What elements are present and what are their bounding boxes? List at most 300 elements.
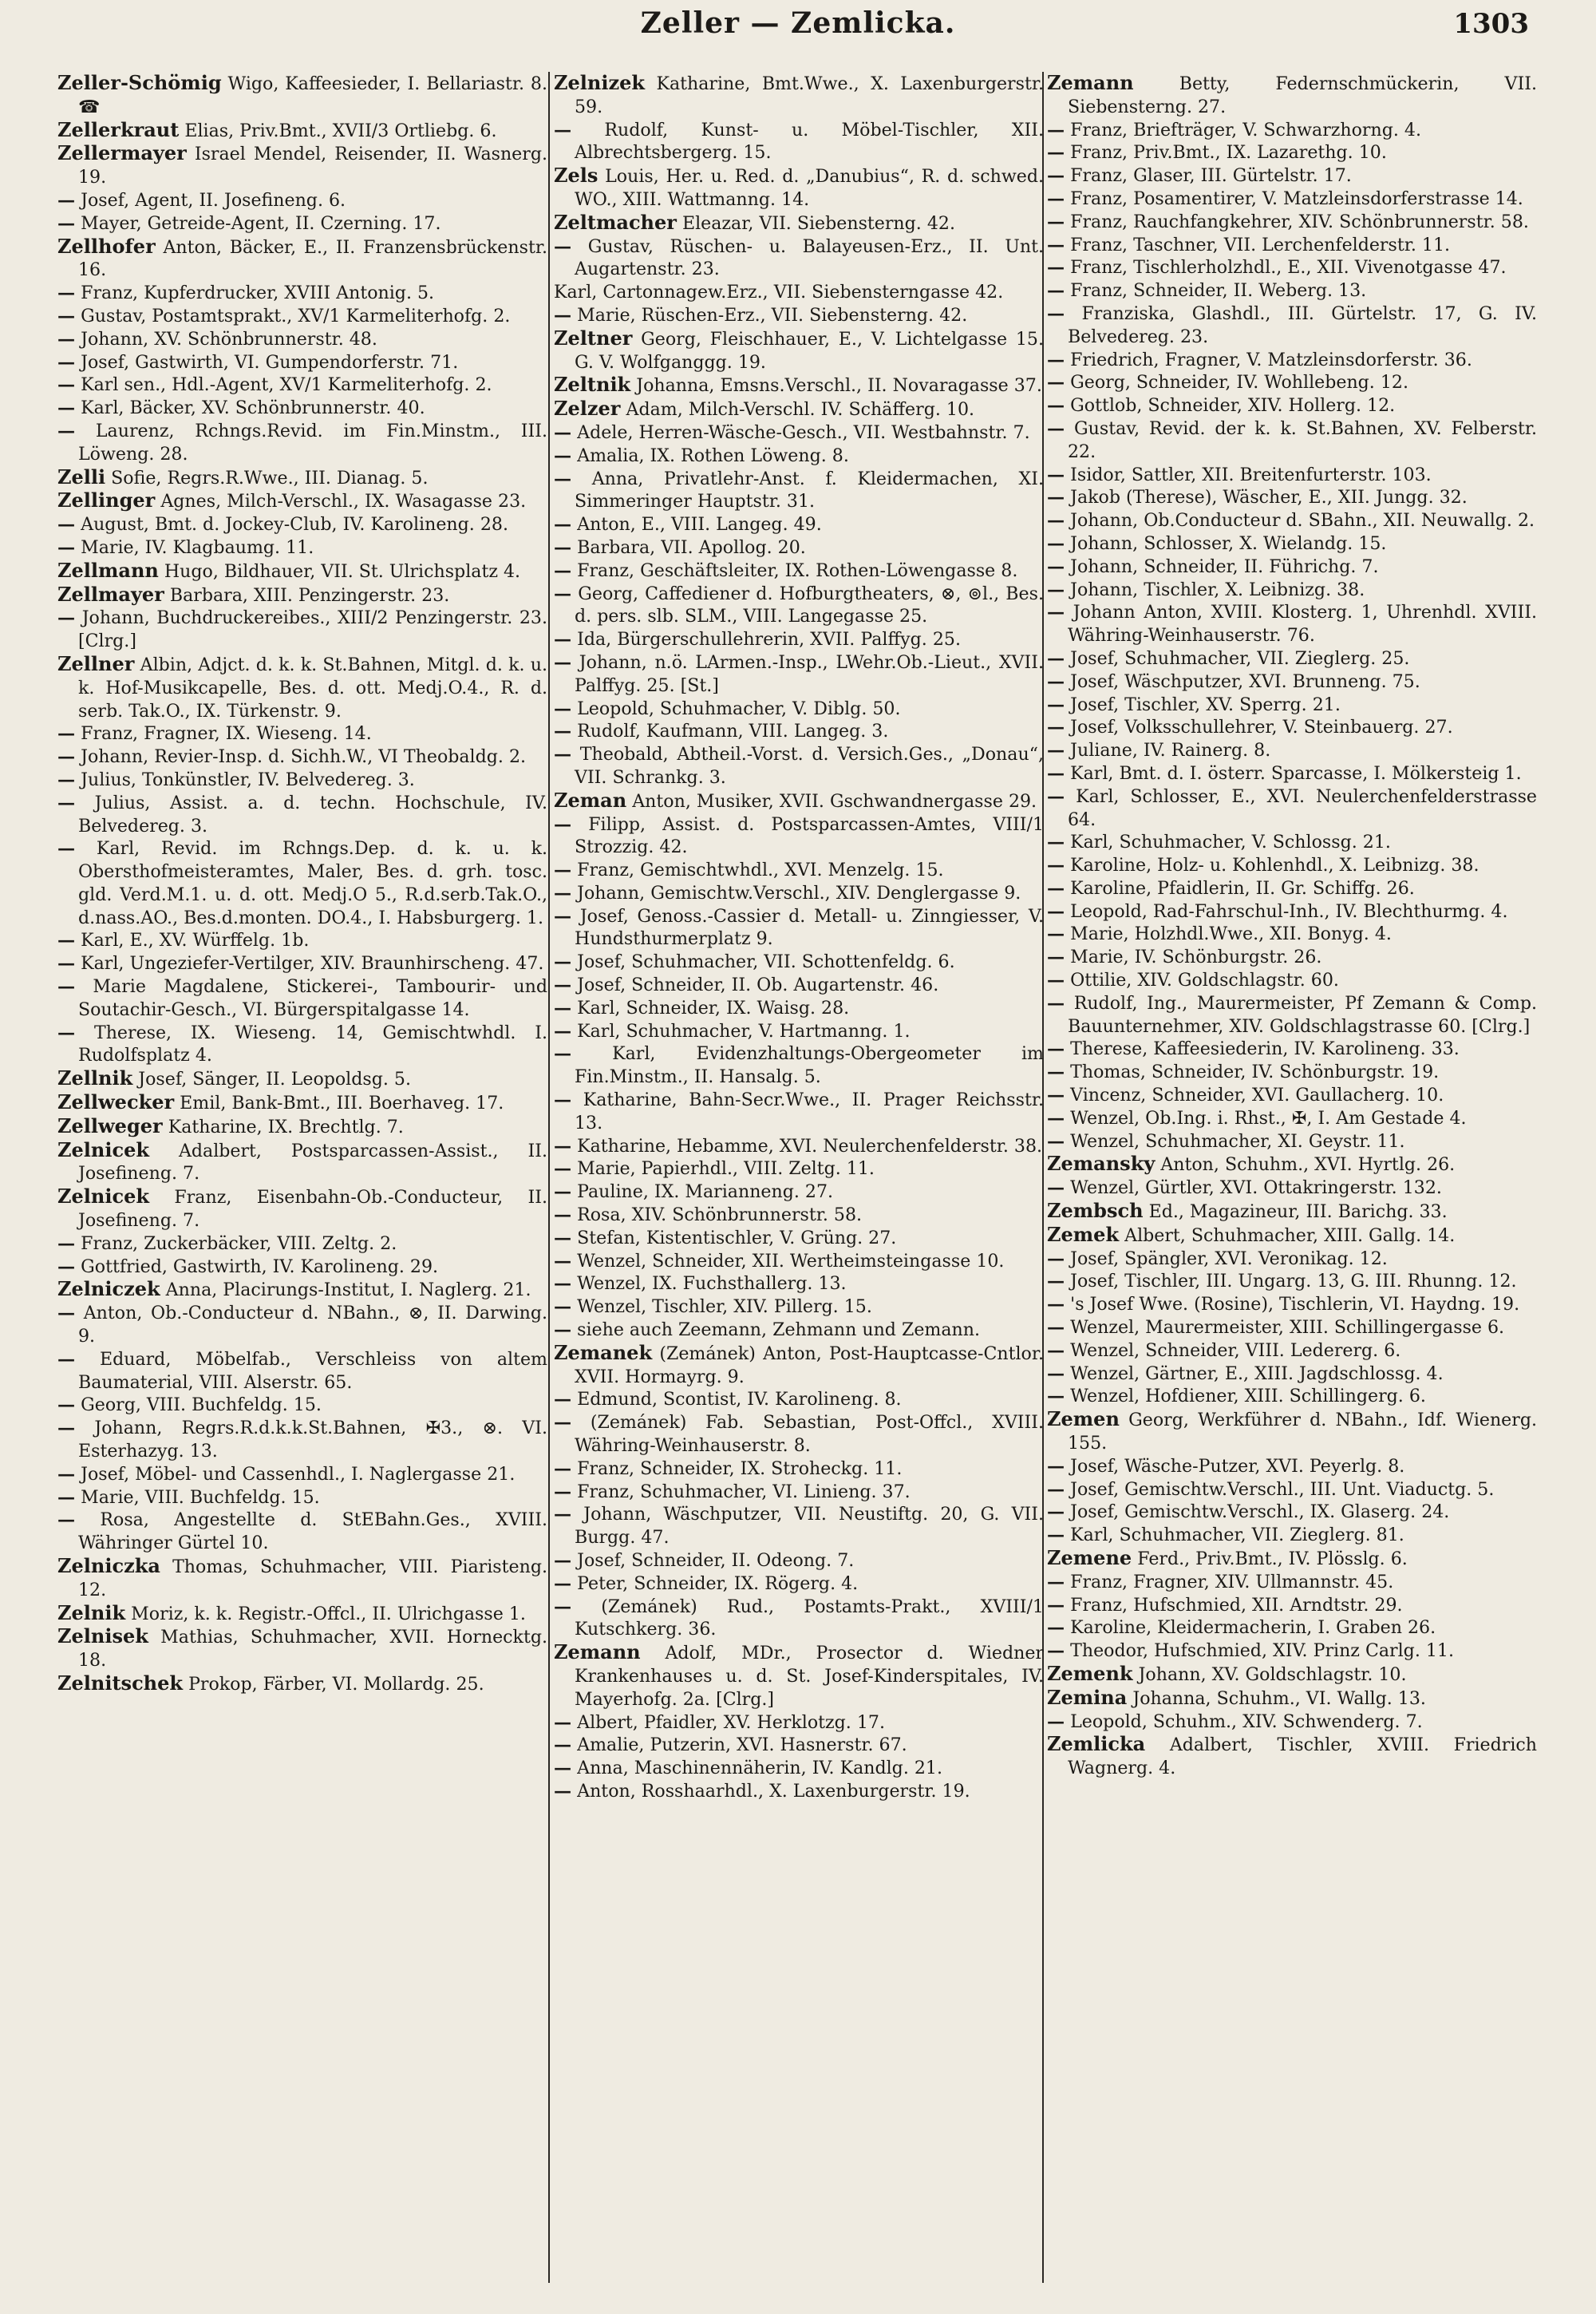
entry-details: Adalbert, Postsparcassen-Assist., II. Josefineng. 7. (78, 1140, 547, 1185)
ditto-dash: — (1047, 510, 1065, 532)
directory-entry (57, 1672, 547, 1696)
entry-surname: Zelnitschek (57, 1671, 184, 1695)
directory-entry (57, 837, 547, 929)
directory-entry (57, 351, 547, 374)
directory-entry (554, 119, 1044, 165)
entry-details: Georg, Schneider, IV. Wohllebeng. 12. (1070, 372, 1408, 394)
ditto-dash: — (57, 976, 76, 998)
directory-entry (1047, 1270, 1537, 1293)
entry-details: Josef, Gastwirth, VI. Gumpendorferstr. 71. (81, 351, 459, 373)
directory-entry (1047, 1385, 1537, 1408)
entry-details: Rudolf, Ing., Maurermeister, Pf Zemann & Comp. Bauunternehmer, XIV. Goldschlagstrasse 60. [Clrg.] (1068, 992, 1537, 1037)
directory-entry (57, 397, 547, 420)
directory-entry (554, 583, 1044, 629)
directory-entry (554, 374, 1044, 398)
entry-surname: Zeman (554, 788, 627, 812)
directory-entry (1047, 1153, 1537, 1177)
entry-details: Filipp, Assist. d. Postsparcassen-Amtes, VIII/1 Strozzig. 42. (575, 813, 1044, 858)
directory-entry (1047, 72, 1537, 119)
entry-details: Mayer, Getreide-Agent, II. Czerning. 17. (81, 212, 441, 234)
entry-details: Georg, Caffediener d. Hofburgtheaters, ⊗, ⊚l., Bes. d. pers. slb. SLM., VIII. Langegasse 25. (575, 583, 1044, 627)
entry-surname: Zelniczek (57, 1277, 160, 1301)
entry-surname: Zemenk (1047, 1661, 1133, 1685)
entry-details: Wenzel, Ob.Ing. i. Rhst., ✠, I. Am Gestade 4. (1070, 1107, 1467, 1129)
ditto-dash: — (554, 445, 572, 466)
entry-details: Julius, Assist. a. d. techn. Hochschule, IV. Belvedereg. 3. (78, 792, 547, 837)
directory-entry (1047, 1084, 1537, 1107)
directory-entry (1047, 1038, 1537, 1061)
entry-details: Karoline, Holz- u. Kohlenhdl., X. Leibnizg. 38. (1070, 855, 1479, 876)
directory-entry (554, 1089, 1044, 1135)
entry-details: Amalie, Putzerin, XVI. Hasnerstr. 67. (577, 1735, 907, 1756)
directory-entry (554, 1250, 1044, 1273)
ditto-dash: — (57, 723, 76, 745)
entry-details: Josef, Schuhmacher, VII. Zieglerg. 25. (1070, 647, 1410, 669)
entry-details: Franz, Fragner, IX. Wieseng. 14. (81, 723, 372, 745)
ditto-dash: — (57, 746, 76, 768)
entry-surname: Zemanek (554, 1340, 653, 1364)
directory-entry (554, 1181, 1044, 1204)
entry-surname: Zemina (1047, 1685, 1128, 1709)
ditto-dash: — (554, 1596, 572, 1617)
entry-details: Israel Mendel, Reisender, II. Wasnerg. 19. (78, 144, 547, 188)
entry-details: Franz, Schneider, II. Weberg. 13. (1070, 280, 1367, 302)
directory-entry (1047, 1248, 1537, 1271)
directory-entry (554, 1295, 1044, 1319)
directory-entry (1047, 1200, 1537, 1224)
entry-details: Wenzel, Gärtner, E., XIII. Jagdschlossg. 4. (1070, 1363, 1444, 1384)
directory-entry (57, 1302, 547, 1348)
directory-entry (57, 975, 547, 1022)
directory-entry (57, 212, 547, 235)
ditto-dash: — (1047, 1386, 1065, 1407)
directory-entry (1047, 1478, 1537, 1501)
entry-details: Johann, Schlosser, X. Wielandg. 15. (1070, 532, 1387, 554)
ditto-dash: — (554, 421, 572, 443)
ditto-dash: — (1047, 1525, 1065, 1546)
directory-entry (57, 235, 547, 283)
entry-surname: Zellerkraut (57, 117, 180, 141)
entry-details: Gustav, Postamtsprakt., XV/1 Karmeliterhofg. 2. (81, 305, 511, 326)
entry-details: Karl, Schneider, IX. Waisg. 28. (577, 997, 850, 1019)
ditto-dash: — (1047, 579, 1065, 600)
ditto-dash: — (1047, 188, 1065, 209)
entry-details: Karl, Bäcker, XV. Schönbrunnerstr. 40. (81, 398, 425, 419)
ditto-dash: — (1047, 1062, 1065, 1083)
directory-entry (57, 282, 547, 305)
directory-entry (57, 1256, 547, 1279)
entry-details: Marie, Rüschen-Erz., VII. Siebensterng. 42. (577, 304, 968, 326)
ditto-dash: — (554, 721, 572, 742)
entry-details: Thomas, Schuhmacher, VIII. Piaristeng. 12. (78, 1557, 547, 1600)
ditto-dash: — (554, 1412, 572, 1434)
entry-details: (Zemánek) Anton, Post-Hauptcasse-Cntlor. XVII. Hormayrg. 9. (575, 1343, 1044, 1387)
directory-entry (57, 1185, 547, 1232)
entry-details: Josef, Wäschputzer, XVI. Brunneng. 75. (1070, 670, 1420, 692)
entry-details: Ida, Bürgerschullehrerin, XVII. Palffyg. 25. (577, 629, 961, 651)
directory-entry (1047, 532, 1537, 556)
directory-entry (1047, 1316, 1537, 1339)
directory-entry (1047, 279, 1537, 303)
ditto-dash: — (554, 1227, 572, 1248)
entry-details: Elias, Priv.Bmt., XVII/3 Ortliebg. 6. (184, 120, 497, 141)
ditto-dash: — (1047, 1038, 1065, 1060)
entry-details: Adam, Milch-Verschl. IV. Schäfferg. 10. (626, 399, 975, 421)
entry-details: Thomas, Schneider, IV. Schönburgstr. 19. (1070, 1062, 1440, 1083)
entry-surname: Zellmann (57, 558, 159, 582)
entry-details: Betty, Federnschmückerin, VII. Siebensterng. 27. (1068, 73, 1537, 117)
entry-details: Wenzel, Gürtler, XVI. Ottakringerstr. 132. (1070, 1177, 1442, 1199)
directory-entry (554, 743, 1044, 789)
ditto-dash: — (554, 1389, 572, 1410)
ditto-dash: — (57, 374, 76, 396)
entry-details: Josef, Gemischtw.Verschl., III. Unt. Viaductg. 5. (1070, 1478, 1495, 1500)
entry-details: Franz, Fragner, XIV. Ullmannstr. 45. (1070, 1571, 1394, 1592)
entry-details: Johann, Ob.Conducteur d. SBahn., XII. Neuwallg. 2. (1070, 510, 1535, 532)
ditto-dash: — (554, 1780, 572, 1802)
entry-surname: Zemene (1047, 1546, 1132, 1569)
directory-entry (1047, 923, 1537, 946)
directory-entry (1047, 716, 1537, 739)
entry-details: Wenzel, Maurermeister, XIII. Schillingergasse 6. (1070, 1317, 1505, 1339)
ditto-dash: — (1047, 487, 1065, 508)
entry-details: Adolf, MDr., Prosector d. Wiedner Krankenhauses u. d. St. Josef-Kinderspitales, IV. Mayerhofg. 2a. [Clrg.] (575, 1643, 1044, 1710)
directory-entry (57, 513, 547, 536)
entry-surname: Zelnicek (57, 1185, 149, 1208)
directory-entry (1047, 119, 1537, 142)
directory-entry (554, 1411, 1044, 1458)
directory-entry (57, 560, 547, 583)
entry-details: Rosa, Angestellte d. StEBahn.Ges., XVIII. Währinger Gürtel 10. (78, 1509, 547, 1554)
ditto-dash: — (1047, 1617, 1065, 1639)
directory-entry (57, 929, 547, 952)
ditto-dash: — (1047, 992, 1065, 1014)
entry-surname: Zellhofer (57, 234, 156, 258)
ditto-dash: — (1047, 234, 1065, 255)
entry-details: Karl, Evidenzhaltungs-Obergeometer im Fin.Minstm., II. Hansalg. 5. (575, 1043, 1044, 1088)
ditto-dash: — (554, 975, 572, 996)
entry-details: Adalbert, Tischler, XVIII. Friedrich Wagnerg. 4. (1068, 1735, 1537, 1779)
entry-surname: Zellwecker (57, 1090, 175, 1114)
entry-surname: Zeltnik (554, 373, 631, 397)
ditto-dash: — (554, 560, 572, 581)
directory-entry (1047, 1711, 1537, 1734)
entry-details: Karl, Schlosser, E., XVI. Neulerchenfelderstrasse 64. (1068, 785, 1537, 830)
ditto-dash: — (554, 1204, 572, 1226)
directory-entry (1047, 601, 1537, 647)
ditto-dash: — (554, 1020, 572, 1042)
entry-details: Ferd., Priv.Bmt., IV. Plösslg. 6. (1137, 1549, 1408, 1569)
entry-details: Karl, Bmt. d. I. österr. Sparcasse, I. Mölkersteig 1. (1070, 762, 1522, 784)
ditto-dash: — (57, 607, 76, 629)
ditto-dash: — (554, 1181, 572, 1203)
directory-entry (1047, 739, 1537, 762)
ditto-dash: — (1047, 211, 1065, 232)
entry-surname: Zelnisek (57, 1624, 148, 1648)
entry-surname: Zellner (57, 651, 135, 675)
entry-surname: Zelnizek (554, 72, 645, 94)
ditto-dash: — (554, 1550, 572, 1571)
entry-details: Josef, Tischler, III. Ungarg. 13, G. III. Rhunng. 12. (1070, 1271, 1517, 1292)
directory-entry (1047, 1408, 1537, 1455)
ditto-dash: — (554, 651, 572, 673)
column-right (1047, 72, 1537, 2299)
directory-entry (1047, 1616, 1537, 1640)
directory-entry (554, 327, 1044, 374)
directory-entry (57, 1486, 547, 1509)
directory-entry (1047, 785, 1537, 832)
directory-entry (554, 720, 1044, 743)
directory-entry (57, 792, 547, 838)
ditto-dash: — (1047, 1294, 1065, 1315)
entry-details: Rudolf, Kaufmann, VIII. Langeg. 3. (577, 721, 889, 742)
directory-entry (57, 952, 547, 975)
ditto-dash: — (554, 1319, 572, 1341)
entry-details: Johann, Tischler, X. Leibnizg. 38. (1070, 579, 1365, 600)
directory-entry (554, 974, 1044, 997)
ditto-dash: — (1047, 257, 1065, 279)
directory-entry (1047, 556, 1537, 579)
directory-entry (57, 142, 547, 189)
entry-details: Karl, Ungeziefer-Vertilger, XIV. Braunhirscheng. 47. (81, 953, 544, 975)
entry-details: Josef, Möbel- und Cassenhdl., I. Naglergasse 21. (81, 1463, 516, 1485)
ditto-dash: — (1047, 142, 1065, 164)
ditto-dash: — (57, 930, 76, 951)
directory-entry (57, 583, 547, 607)
entry-details: Georg, Werkführer d. NBahn., Idf. Wienerg. 155. (1068, 1410, 1537, 1454)
directory-entry (57, 466, 547, 490)
entry-details: Albin, Adjct. d. k. k. St.Bahnen, Mitgl. d. k. u. k. Hof-Musikcapelle, Bes. d. ott. Medj.O.4., R. d. serb. Tak.O., IX. Türkenstr. 9. (78, 654, 547, 722)
directory-entry (1047, 877, 1537, 900)
directory-entry (57, 72, 547, 119)
directory-entry (554, 1042, 1044, 1089)
entry-details: Julius, Tonkünstler, IV. Belvedereg. 3. (81, 769, 415, 790)
entry-details: Wenzel, Schneider, VIII. Ledererg. 6. (1070, 1339, 1401, 1361)
entry-details: Katharine, Bahn-Secr.Wwe., II. Prager Reichsstr. 13. (575, 1090, 1044, 1133)
directory-entry (554, 1020, 1044, 1043)
directory-entry (554, 281, 1044, 304)
entry-details: Ed., Magazineur, III. Barichg. 33. (1148, 1201, 1448, 1223)
directory-entry (554, 813, 1044, 860)
directory-entry (57, 119, 547, 143)
directory-entry (1047, 371, 1537, 394)
directory-entry (554, 1596, 1044, 1642)
ditto-dash: — (57, 189, 76, 211)
entry-details: Eleazar, VII. Siebensterng. 42. (681, 212, 955, 234)
ditto-dash: — (57, 536, 76, 558)
ditto-dash: — (554, 1572, 572, 1594)
ditto-dash: — (554, 468, 572, 489)
entry-details: Barbara, VII. Apollog. 20. (577, 536, 806, 558)
entry-surname: Zelli (57, 465, 106, 489)
ditto-dash: — (554, 1481, 572, 1502)
directory-entry (1047, 1130, 1537, 1153)
ditto-dash: — (554, 905, 572, 927)
entry-details: Gottlob, Schneider, XIV. Hollerg. 12. (1070, 395, 1396, 417)
directory-entry (1047, 1501, 1537, 1524)
entry-surname: Zelniczka (57, 1554, 160, 1577)
entry-details: Josef, Spängler, XVI. Veronikag. 12. (1070, 1248, 1388, 1269)
directory-entry (57, 607, 547, 653)
directory-entry (1047, 234, 1537, 257)
entry-details: Pauline, IX. Marianneng. 27. (577, 1181, 834, 1203)
directory-entry (1047, 1339, 1537, 1363)
directory-entry (57, 722, 547, 746)
entry-surname: Zels (554, 164, 598, 188)
ditto-dash: — (1047, 532, 1065, 554)
entry-details: Marie Magdalene, Stickerei-, Tambourir- und Soutachir-Gesch., VI. Bürgerspitalgasse 14. (78, 976, 547, 1020)
ditto-dash: — (554, 882, 572, 904)
ditto-dash: — (1047, 303, 1065, 324)
directory-entry (1047, 579, 1537, 602)
ditto-dash: — (554, 1735, 572, 1756)
entry-details: Albert, Schuhmacher, XIII. Gallg. 14. (1124, 1224, 1456, 1246)
entry-details: Franz, Briefträger, V. Schwarzhorng. 4. (1070, 119, 1421, 140)
directory-entry (1047, 1224, 1537, 1248)
entry-details: Therese, Kaffeesiederin, IV. Karolineng. 33. (1070, 1038, 1460, 1060)
directory-entry (57, 1091, 547, 1115)
directory-entry (554, 468, 1044, 514)
directory-entry (1047, 670, 1537, 694)
directory-entry (554, 398, 1044, 421)
directory-entry (554, 1481, 1044, 1504)
entry-details: Josef, Sänger, II. Leopoldsg. 5. (138, 1069, 412, 1090)
entry-details: Franz, Kupferdrucker, XVIII Antonig. 5. (81, 283, 435, 304)
directory-entry (1047, 256, 1537, 279)
directory-entry (1047, 1663, 1537, 1687)
entry-details: Anna, Maschinennäherin, IV. Kandlg. 21. (577, 1758, 943, 1779)
ditto-dash: — (1047, 1177, 1065, 1199)
entry-details: August, Bmt. d. Jockey-Club, IV. Karolineng. 28. (81, 514, 508, 536)
ditto-dash: — (57, 792, 76, 813)
entry-details: Anna, Placirungs-Institut, I. Naglerg. 21. (165, 1280, 531, 1301)
directory-entry (1047, 1177, 1537, 1200)
directory-entry (554, 1572, 1044, 1596)
ditto-dash: — (1047, 1478, 1065, 1500)
entry-surname: Zeltner (554, 326, 633, 350)
entry-surname: Zellnik (57, 1066, 133, 1090)
directory-entry (1047, 854, 1537, 877)
entry-details: (Zemánek) Fab. Sebastian, Post-Offcl., XVIII. Währing-Weinhauserstr. 8. (575, 1412, 1044, 1457)
entry-details: Josef, Schuhmacher, VII. Schottenfeldg. 6. (577, 951, 955, 973)
entry-details: Wenzel, IX. Fuchsthallerg. 13. (577, 1273, 847, 1295)
directory-entry (554, 1204, 1044, 1227)
ditto-dash: — (554, 1758, 572, 1779)
directory-entry (554, 235, 1044, 282)
directory-entry (1047, 1293, 1537, 1316)
entry-details: Johann, Buchdruckereibes., XIII/2 Penzingerstr. 23. [Clrg.] (78, 607, 547, 652)
entry-details: Wenzel, Hofdiener, XIII. Schillingerg. 6. (1070, 1386, 1426, 1407)
entry-details: Johann, Gemischtw.Verschl., XIV. Denglergasse 9. (577, 882, 1021, 904)
ditto-dash: — (554, 1250, 572, 1272)
ditto-dash: — (1047, 280, 1065, 302)
directory-entry (1047, 831, 1537, 854)
directory-entry (57, 374, 547, 397)
directory-entry (1047, 509, 1537, 532)
directory-entry (1047, 1107, 1537, 1130)
entry-details: Rudolf, Kunst- u. Möbel-Tischler, XII. Albrechtsbergerg. 15. (575, 119, 1044, 164)
ditto-dash: — (1047, 417, 1065, 439)
entry-details: Jakob (Therese), Wäscher, E., XII. Jungg. 32. (1070, 487, 1468, 508)
directory-entry (57, 189, 547, 212)
entry-surname: Zemlicka (1047, 1732, 1146, 1756)
directory-entry (57, 1555, 547, 1602)
ditto-dash: — (554, 1504, 572, 1525)
ditto-dash: — (554, 536, 572, 558)
entry-details: Moriz, k. k. Registr.-Offcl., II. Ulrichgasse 1. (131, 1603, 526, 1624)
ditto-dash: — (1047, 1640, 1065, 1662)
directory-entry (1047, 969, 1537, 992)
entry-details: Marie, Papierhdl., VIII. Zeltg. 11. (577, 1158, 875, 1180)
entry-details: Wenzel, Tischler, XIV. Pillerg. 15. (577, 1296, 872, 1318)
entry-details: Franz, Eisenbahn-Ob.-Conducteur, II. Josefineng. 7. (78, 1187, 547, 1232)
directory-entry (57, 769, 547, 792)
ditto-dash: — (57, 953, 76, 975)
entry-details: Laurenz, Rchngs.Revid. im Fin.Minstm., III. Löweng. 28. (78, 420, 547, 465)
directory-entry (1047, 486, 1537, 509)
ditto-dash: — (554, 304, 572, 326)
ditto-dash: — (57, 1348, 76, 1370)
directory-entry (57, 420, 547, 466)
entry-details: Josef, Volksschullehrer, V. Steinbauerg. 27. (1070, 717, 1453, 738)
entry-details: Albert, Pfaidler, XV. Herklotzg. 17. (577, 1711, 885, 1733)
ditto-dash: — (1047, 395, 1065, 417)
entry-details: Franz, Zuckerbäcker, VIII. Zeltg. 2. (81, 1232, 397, 1254)
ditto-dash: — (554, 1273, 572, 1295)
directory-entry (57, 1602, 547, 1626)
directory-entry (57, 489, 547, 513)
directory-entry (57, 746, 547, 769)
ditto-dash: — (57, 1463, 76, 1485)
entry-surname: Zellinger (57, 489, 156, 512)
page-number: 1303 (1453, 8, 1529, 40)
directory-entry (57, 1232, 547, 1256)
entry-details: Gustav, Revid. der k. k. St.Bahnen, XV. Felberstr. 22. (1068, 417, 1537, 462)
entry-details: Johanna, Emsns.Verschl., II. Novaragasse 37. (636, 375, 1042, 397)
entry-details: Karl, Revid. im Rchngs.Dep. d. k. u. k. Obersthofmeisteramtes, Maler, Bes. d. grh. tosc. gld. Verd.M.1. u. d. ott. Medj.O 5., R.d.serb.Tak.O., d.nass.AO., Bes.d.monten. DO.4., I. Habsburgerg. 1. (78, 838, 547, 928)
directory-entry (57, 1115, 547, 1139)
ditto-dash: — (554, 1135, 572, 1157)
directory-entry (554, 304, 1044, 327)
directory-entry (554, 882, 1044, 905)
entry-details: Karl, E., XV. Würffelg. 1b. (81, 930, 310, 951)
ditto-dash: — (1047, 464, 1065, 485)
directory-entry (554, 445, 1044, 468)
entry-details: Karl, Schuhmacher, V. Hartmanng. 1. (577, 1020, 911, 1042)
ditto-dash: — (57, 1232, 76, 1254)
ditto-dash: — (1047, 900, 1065, 922)
entry-details: Wigo, Kaffeesieder, I. Bellariastr. 8. ☎ (78, 73, 547, 117)
directory-entry (554, 1757, 1044, 1780)
entry-details: Katharine, Bmt.Wwe., X. Laxenburgerstr. 59. (575, 73, 1044, 117)
directory-entry (554, 1780, 1044, 1803)
entry-details: Mathias, Schuhmacher, XVII. Hornecktg. 18. (78, 1627, 547, 1671)
ditto-dash: — (1047, 694, 1065, 715)
directory-entry (1047, 946, 1537, 969)
directory-entry (57, 1509, 547, 1555)
entry-details: Karoline, Kleidermacherin, I. Graben 26. (1070, 1617, 1436, 1639)
entry-details: Johann Anton, XVIII. Klosterg. 1, Uhrenhdl. XVIII. Währing-Weinhauserstr. 76. (1068, 602, 1537, 647)
directory-entry (554, 1388, 1044, 1411)
entry-details: Gustav, Rüschen- u. Balayeusen-Erz., II. Unt. Augartenstr. 23. (575, 235, 1044, 280)
directory-entry (1047, 1524, 1537, 1547)
directory-entry (554, 1272, 1044, 1295)
ditto-dash: — (57, 398, 76, 419)
ditto-dash: — (57, 1486, 76, 1508)
directory-entry (554, 789, 1044, 813)
entry-details: Anton, Ob.-Conducteur d. NBahn., ⊗, II. Darwing. 9. (78, 1303, 547, 1347)
entry-details: Stefan, Kistentischler, V. Grüng. 27. (577, 1227, 897, 1248)
